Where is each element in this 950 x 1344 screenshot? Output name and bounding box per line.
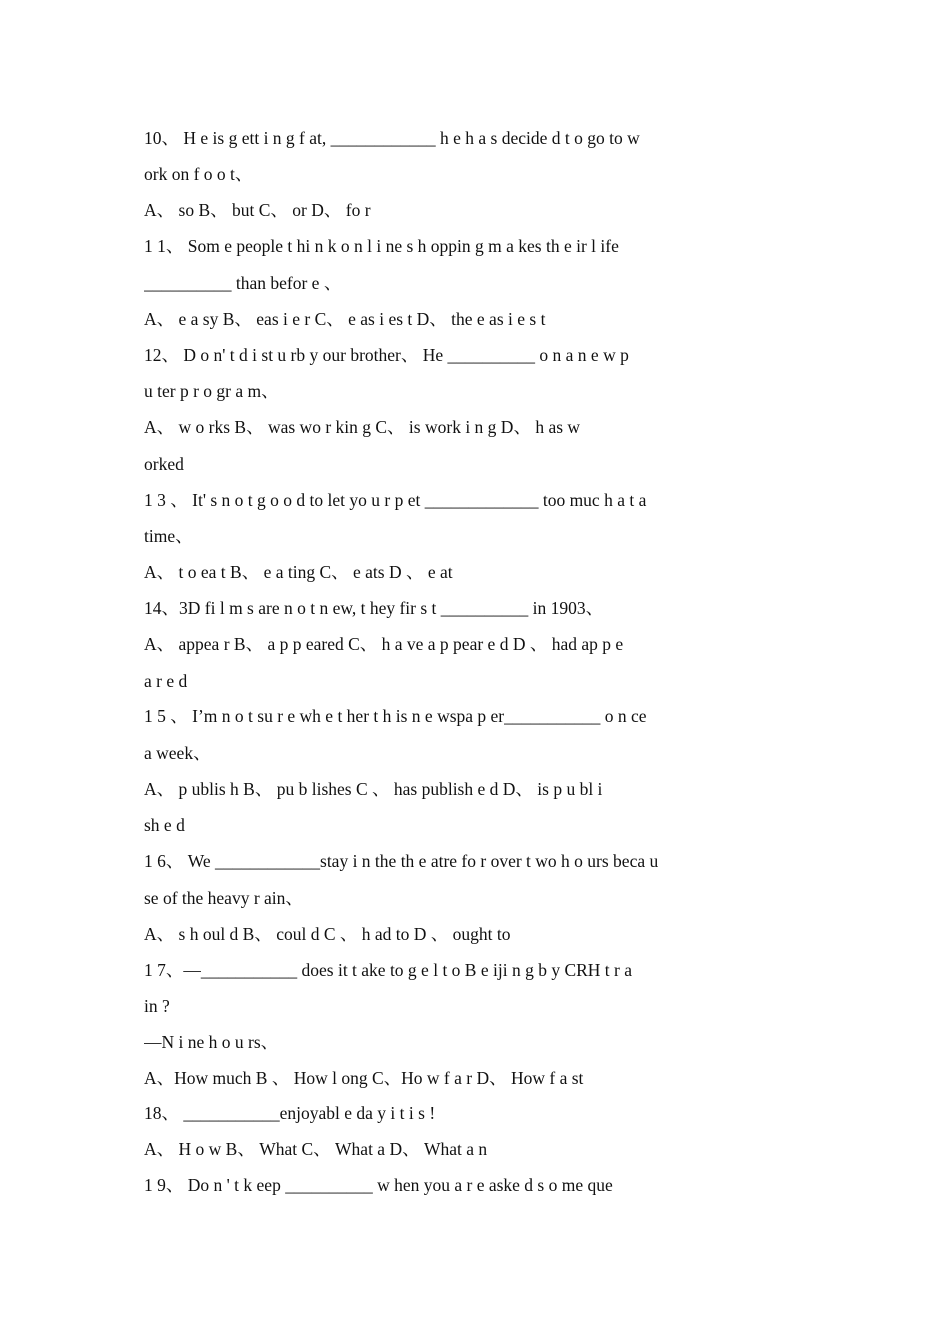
- q17-answer: —N i ne h o u rs、: [144, 1032, 279, 1052]
- q11-line-2: __________ than befor e 、: [144, 273, 342, 293]
- q16-options: A、 s h oul d B、 coul d C 、 h ad to D 、 ought to: [144, 924, 511, 944]
- q13-line-2: time、: [144, 526, 193, 546]
- q14-options-2: a r e d: [144, 671, 188, 691]
- q10-line-2: ork on f o o t、: [144, 164, 253, 184]
- q19-line-1: 1 9、 Do n ' t k eep __________ w hen you a r e aske d s o me que: [144, 1175, 613, 1195]
- q16-line-2: se of the heavy r ain、: [144, 888, 303, 908]
- q12-line-2: u ter p r o gr a m、: [144, 381, 279, 401]
- q10-options: A、 so B、 but C、 or D、 fo r: [144, 200, 371, 220]
- q17-line-2: in ?: [144, 996, 170, 1016]
- q12-options-1: A、 w o rks B、 was wo r kin g C、 is work i n g D、 h as w: [144, 417, 581, 437]
- q14-options-1: A、 appea r B、 a p p eared C、 h a ve a p pear e d D 、 had ap p e: [144, 634, 624, 654]
- q13-options: A、 t o ea t B、 e a ting C、 e ats D 、 e at: [144, 562, 453, 582]
- q13-line-1: 1 3 、 It' s n o t g o o d to let yo u r p et _____________ too muc h a t a: [144, 490, 647, 510]
- q11-options: A、 e a sy B、 eas i e r C、 e as i es t D、 the e as i e s t: [144, 309, 546, 329]
- q14-line-1: 14、3D fi l m s are n o t n ew, t hey fir s t __________ in 1903、: [144, 598, 604, 618]
- q16-line-1: 1 6、 We ____________stay i n the th e atre fo r over t wo h o urs beca u: [144, 851, 659, 871]
- q15-options-1: A、 p ublis h B、 pu b lishes C 、 has publish e d D、 is p u bl i: [144, 779, 603, 799]
- q15-line-2: a week、: [144, 743, 211, 763]
- q18-line-1: 18、 ___________enjoyabl e da y i t i s !: [144, 1103, 436, 1123]
- q12-options-2: orked: [144, 454, 184, 474]
- q15-line-1: 1 5 、 I’m n o t su r e wh e t her t h is n e wspa p er___________ o n ce: [144, 706, 647, 726]
- q11-line-1: 1 1、 Som e people t hi n k o n l i ne s h oppin g m a kes th e ir l ife: [144, 236, 619, 256]
- q15-options-2: sh e d: [144, 815, 185, 835]
- q17-line-1: 1 7、—___________ does it t ake to g e l t o B e iji n g b y CRH t r a: [144, 960, 633, 980]
- q10-line-1: 10、 H e is g ett i n g f at, ____________ h e h a s decide d t o go to w: [144, 128, 640, 148]
- q17-options: A、How much B 、 How l ong C、Ho w f a r D、 How f a st: [144, 1068, 584, 1088]
- q18-options: A、 H o w B、 What C、 What a D、 What a n: [144, 1139, 488, 1159]
- q12-line-1: 12、 D o n' t d i st u rb y our brother、 He __________ o n a n e w p: [144, 345, 629, 365]
